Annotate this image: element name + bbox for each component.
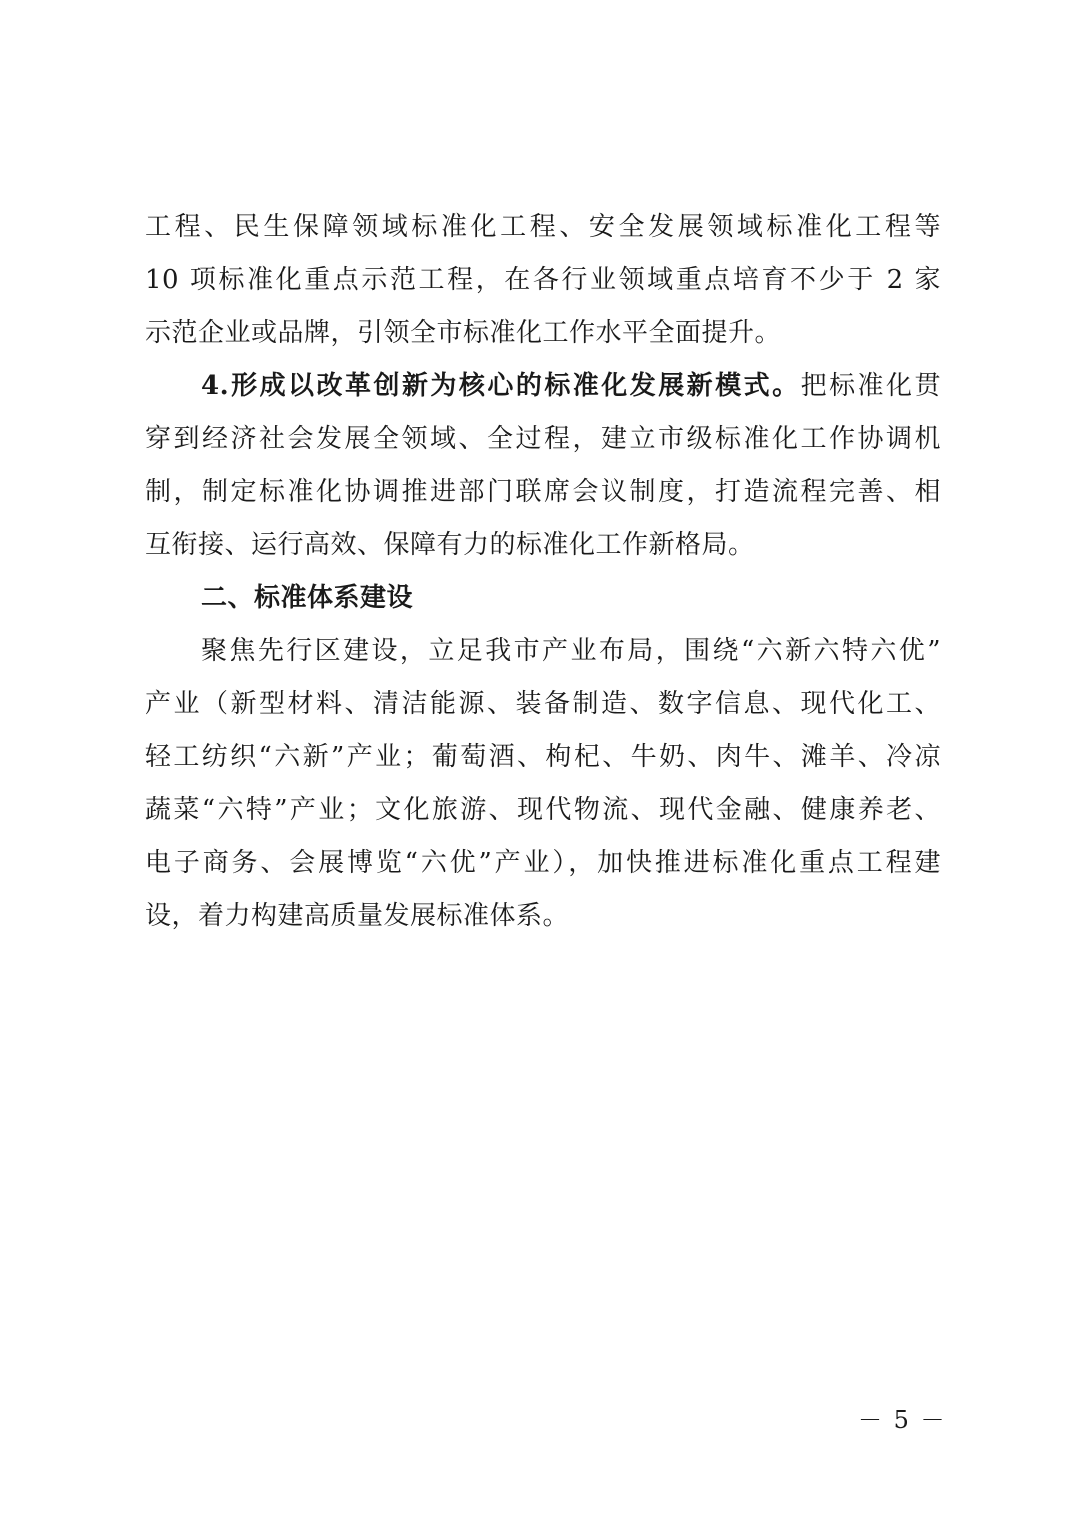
text-line: 电子商务、会展博览“六优”产业），加快推进标准化重点工程建 (145, 848, 941, 878)
text-line (145, 360, 941, 413)
text-line: 轻工纺织“六新”产业；葡萄酒、枸杞、牛奶、肉牛、滩羊、冷凉 (145, 742, 941, 772)
text-line: 10 项标准化重点示范工程，在各行业领域重点培育不少于 2 家 (145, 265, 941, 295)
text-line: 制，制定标准化协调推进部门联席会议制度，打造流程完善、相 (145, 477, 941, 507)
paragraph-reform-innovation (145, 360, 941, 572)
text-line: 工程、民生保障领域标准化工程、安全发展领域标准化工程等 (145, 212, 941, 242)
section-heading: 二、标准体系建设 (201, 583, 414, 613)
paragraph-standard-system (145, 625, 941, 943)
text-line: 蔬菜“六特”产业；文化旅游、现代物流、现代金融、健康养老、 (145, 795, 941, 825)
text-line: 聚焦先行区建设，立足我市产业布局，围绕“六新六特六优” (201, 636, 941, 666)
bold-lead-sentence: 4.形成以改革创新为核心的标准化发展新模式。 (201, 371, 801, 401)
lead-line-rest: 把标准化贯 (800, 371, 941, 401)
page-number: － 5 － (858, 1406, 947, 1434)
text-line: 产业（新型材料、清洁能源、装备制造、数字信息、现代化工、 (145, 689, 941, 719)
text-line: 互衔接、运行高效、保障有力的标准化工作新格局。 (145, 530, 755, 560)
document-body (145, 201, 941, 943)
text-line: 穿到经济社会发展全领域、全过程，建立市级标准化工作协调机 (145, 424, 941, 454)
text-line: 设，着力构建高质量发展标准体系。 (145, 901, 570, 931)
text-line: 示范企业或品牌，引领全市标准化工作水平全面提升。 (145, 318, 782, 348)
paragraph-demonstration-projects (145, 201, 941, 360)
